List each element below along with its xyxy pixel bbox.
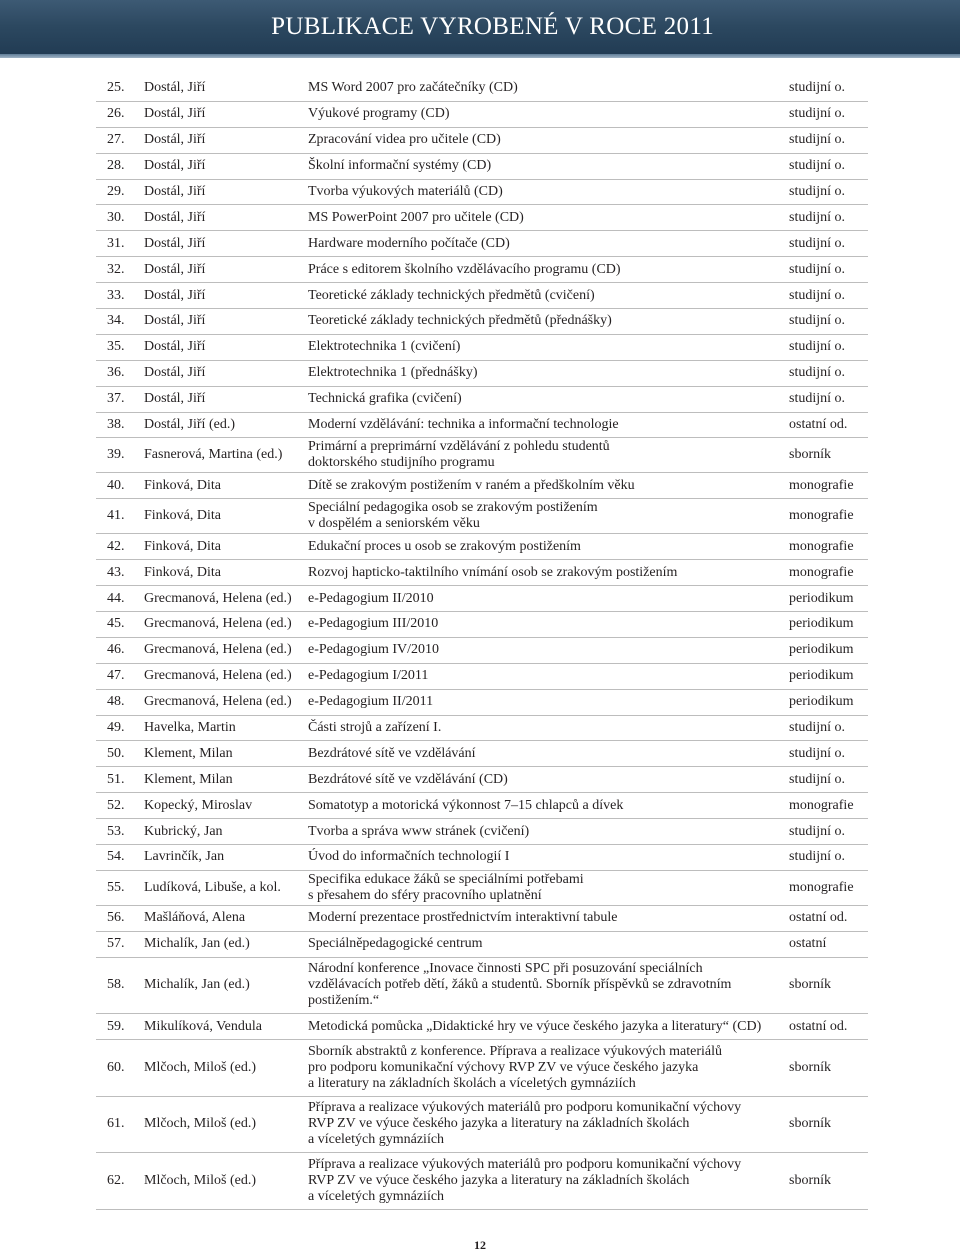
row-type: studijní o.	[789, 313, 846, 329]
table-row	[96, 499, 868, 534]
row-title: Části strojů a zařízení I.	[308, 720, 442, 736]
table-row	[96, 638, 868, 664]
row-title: Specifika edukace žáků se speciálními potřebami s přesahem do sféry pracovního uplatnění	[308, 871, 584, 903]
table-row	[96, 664, 868, 690]
table-row	[96, 845, 868, 871]
row-title: MS Word 2007 pro začátečníky (CD)	[308, 80, 518, 96]
row-author: Klement, Milan	[144, 771, 233, 787]
row-author: Ludíková, Libuše, a kol.	[144, 879, 281, 895]
row-author: Grecmanová, Helena (ed.)	[144, 642, 292, 658]
row-author: Dostál, Jiří	[144, 80, 206, 96]
row-title: Moderní vzdělávání: technika a informační technologie	[308, 417, 619, 433]
row-number: 31.	[107, 235, 125, 251]
row-title: Výukové programy (CD)	[308, 106, 450, 122]
row-type: sborník	[789, 1059, 831, 1075]
row-title: e-Pedagogium IV/2010	[308, 642, 440, 658]
table-row	[96, 1014, 868, 1040]
row-type: ostatní od.	[789, 417, 848, 433]
row-type: studijní o.	[789, 235, 846, 251]
row-type: periodikum	[789, 616, 854, 632]
row-type: ostatní	[789, 936, 827, 952]
row-title: Hardware moderního počítače (CD)	[308, 235, 510, 251]
row-number: 42.	[107, 538, 125, 554]
row-type: studijní o.	[789, 391, 846, 407]
row-title: Edukační proces u osob se zrakovým postižením	[308, 538, 581, 554]
row-title: Primární a preprimární vzdělávání z pohledu studentů doktorského studijního programu	[308, 439, 610, 471]
row-author: Dostál, Jiří	[144, 339, 206, 355]
row-author: Kopecký, Miroslav	[144, 797, 253, 813]
row-type: monografie	[789, 564, 854, 580]
row-title: Práce s editorem školního vzdělávacího programu (CD)	[308, 261, 621, 277]
row-title: e-Pedagogium III/2010	[308, 616, 439, 632]
row-author: Dostál, Jiří (ed.)	[144, 417, 235, 433]
row-type: studijní o.	[789, 339, 846, 355]
row-number: 30.	[107, 209, 125, 225]
row-author: Lavrinčík, Jan	[144, 849, 225, 865]
row-type: studijní o.	[789, 158, 846, 174]
table-row	[96, 1040, 868, 1097]
row-type: studijní o.	[789, 771, 846, 787]
row-type: studijní o.	[789, 720, 846, 736]
page-title: PUBLIKACE VYROBENÉ V ROCE 2011	[271, 13, 714, 40]
row-author: Mlčoch, Miloš (ed.)	[144, 1059, 256, 1075]
row-number: 39.	[107, 447, 125, 463]
row-author: Mašláňová, Alena	[144, 910, 246, 926]
page-number: 12	[474, 1238, 486, 1252]
table-row	[96, 231, 868, 257]
row-title: Příprava a realizace výukových materiálů pro podporu komunikační výchovy RVP ZV ve výuce českého jazyka a literatury na základních školách a víceletých gymnáziích	[308, 1100, 742, 1148]
row-title: Bezdrátové sítě ve vzdělávání	[308, 745, 476, 761]
row-number: 56.	[107, 910, 125, 926]
table-row	[96, 257, 868, 283]
row-title: Technická grafika (cvičení)	[308, 391, 462, 407]
row-type: sborník	[789, 447, 831, 463]
row-author: Grecmanová, Helena (ed.)	[144, 616, 292, 632]
row-type: sborník	[789, 1116, 831, 1132]
row-title: Sborník abstraktů z konference. Příprava a realizace výukových materiálů pro podporu komunikační výchovy RVP ZV ve výuce českého jazyka a literatury na základních školách a víceletých gymnáziích	[308, 1043, 722, 1091]
row-author: Mlčoch, Miloš (ed.)	[144, 1172, 256, 1188]
row-title: MS PowerPoint 2007 pro učitele (CD)	[308, 209, 524, 225]
table-row	[96, 335, 868, 361]
row-type: studijní o.	[789, 184, 846, 199]
publication-table	[96, 76, 868, 1210]
row-number: 35.	[107, 339, 125, 355]
row-author: Grecmanová, Helena (ed.)	[144, 694, 292, 710]
row-author: Dostál, Jiří	[144, 391, 206, 407]
row-title: Elektrotechnika 1 (cvičení)	[308, 339, 461, 355]
row-type: monografie	[789, 477, 854, 493]
row-number: 40.	[107, 477, 125, 493]
row-type: sborník	[789, 1172, 831, 1188]
table-row	[96, 534, 868, 560]
row-number: 26.	[107, 106, 125, 122]
row-title: Tvorba a správa www stránek (cvičení)	[308, 823, 530, 839]
table-row	[96, 361, 868, 387]
row-type: periodikum	[789, 590, 854, 606]
row-title: Elektrotechnika 1 (přednášky)	[308, 365, 478, 381]
row-author: Dostál, Jiří	[144, 261, 206, 277]
row-title: Dítě se zrakovým postižením v raném a předškolním věku	[308, 477, 635, 493]
row-number: 55.	[107, 879, 125, 895]
row-type: studijní o.	[789, 80, 846, 96]
row-author: Grecmanová, Helena (ed.)	[144, 668, 292, 684]
row-type: monografie	[789, 879, 854, 895]
row-author: Finková, Dita	[144, 508, 221, 524]
row-author: Dostál, Jiří	[144, 132, 206, 148]
row-type: studijní o.	[789, 132, 846, 148]
row-author: Finková, Dita	[144, 477, 221, 493]
row-author: Finková, Dita	[144, 538, 221, 554]
table-row	[96, 906, 868, 932]
row-number: 41.	[107, 508, 125, 524]
row-type: studijní o.	[789, 365, 846, 381]
row-type: studijní o.	[789, 823, 846, 839]
row-author: Dostál, Jiří	[144, 184, 206, 199]
row-number: 62.	[107, 1172, 125, 1188]
row-title: Metodická pomůcka „Didaktické hry ve výuce českého jazyka a literatury“ (CD)	[308, 1018, 762, 1034]
row-title: Zpracování videa pro učitele (CD)	[308, 132, 501, 148]
row-author: Dostál, Jiří	[144, 235, 206, 251]
row-author: Klement, Milan	[144, 745, 233, 761]
table-row	[96, 741, 868, 767]
row-type: studijní o.	[789, 849, 846, 865]
row-title: Speciální pedagogika osob se zrakovým postižením v dospělém a seniorském věku	[308, 500, 598, 532]
row-number: 32.	[107, 261, 125, 277]
row-author: Finková, Dita	[144, 564, 221, 580]
table-row	[96, 1153, 868, 1210]
row-title: Školní informační systémy (CD)	[308, 158, 492, 174]
row-type: studijní o.	[789, 745, 846, 761]
row-number: 57.	[107, 936, 125, 952]
row-title: Úvod do informačních technologií I	[308, 849, 510, 865]
row-number: 43.	[107, 564, 125, 580]
table-row	[96, 871, 868, 906]
row-type: studijní o.	[789, 209, 846, 225]
row-type: ostatní od.	[789, 910, 848, 926]
row-title: Rozvoj hapticko-taktilního vnímání osob se zrakovým postižením	[308, 564, 678, 580]
header-banner	[0, 0, 960, 58]
row-number: 28.	[107, 158, 125, 174]
table-row	[96, 128, 868, 154]
row-title: Somatotyp a motorická výkonnost 7–15 chlapců a dívek	[308, 797, 624, 813]
row-number: 25.	[107, 80, 125, 96]
row-author: Dostál, Jiří	[144, 313, 206, 329]
row-number: 61.	[107, 1116, 125, 1132]
row-type: studijní o.	[789, 261, 846, 277]
table-row	[96, 102, 868, 128]
table-row	[96, 586, 868, 612]
row-type: ostatní od.	[789, 1018, 848, 1034]
table-row	[96, 819, 868, 845]
row-number: 48.	[107, 694, 125, 710]
table-row	[96, 560, 868, 586]
row-number: 34.	[107, 313, 125, 329]
row-title: Bezdrátové sítě ve vzdělávání (CD)	[308, 771, 508, 787]
row-author: Michalík, Jan (ed.)	[144, 936, 250, 952]
row-author: Mikulíková, Vendula	[144, 1018, 262, 1034]
row-number: 60.	[107, 1059, 125, 1075]
row-title: Teoretické základy technických předmětů (přednášky)	[308, 313, 612, 329]
row-author: Dostál, Jiří	[144, 158, 206, 174]
table-row	[96, 932, 868, 958]
row-number: 49.	[107, 720, 125, 736]
table-row	[96, 154, 868, 180]
row-title: Speciálněpedagogické centrum	[308, 936, 483, 952]
table-row	[96, 205, 868, 231]
row-number: 54.	[107, 849, 125, 865]
table-row	[96, 438, 868, 473]
row-title: Příprava a realizace výukových materiálů pro podporu komunikační výchovy RVP ZV ve výuce českého jazyka a literatury na základních školách a víceletých gymnáziích	[308, 1156, 742, 1204]
row-type: monografie	[789, 538, 854, 554]
row-number: 46.	[107, 642, 125, 658]
row-type: periodikum	[789, 668, 854, 684]
table-row	[96, 612, 868, 638]
row-number: 51.	[107, 771, 125, 787]
row-number: 44.	[107, 590, 125, 606]
table-row	[96, 283, 868, 309]
row-number: 27.	[107, 132, 125, 148]
row-number: 47.	[107, 668, 125, 684]
row-type: periodikum	[789, 694, 854, 710]
row-number: 58.	[107, 977, 125, 993]
table-row	[96, 793, 868, 819]
row-type: sborník	[789, 977, 831, 993]
table-row	[96, 690, 868, 716]
table-row	[96, 309, 868, 335]
table-row	[96, 76, 868, 102]
table-row	[96, 1097, 868, 1154]
table-row	[96, 473, 868, 499]
row-number: 53.	[107, 823, 125, 839]
table-row	[96, 387, 868, 413]
row-author: Kubrický, Jan	[144, 823, 223, 839]
row-author: Grecmanová, Helena (ed.)	[144, 590, 292, 606]
row-number: 37.	[107, 391, 125, 407]
row-title: Tvorba výukových materiálů (CD)	[308, 184, 503, 199]
row-author: Dostál, Jiří	[144, 365, 206, 381]
table-row	[96, 716, 868, 742]
row-number: 36.	[107, 365, 125, 381]
row-number: 52.	[107, 797, 125, 813]
row-author: Havelka, Martin	[144, 720, 236, 736]
row-type: monografie	[789, 797, 854, 813]
row-number: 29.	[107, 184, 125, 199]
row-number: 45.	[107, 616, 125, 632]
row-type: periodikum	[789, 642, 854, 658]
table-row	[96, 767, 868, 793]
row-title: e-Pedagogium II/2011	[308, 694, 434, 710]
row-type: studijní o.	[789, 106, 846, 122]
table-row	[96, 180, 868, 206]
table-row	[96, 958, 868, 1015]
row-author: Fasnerová, Martina (ed.)	[144, 447, 283, 463]
row-title: e-Pedagogium I/2011	[308, 668, 429, 684]
row-author: Mlčoch, Miloš (ed.)	[144, 1116, 256, 1132]
row-author: Dostál, Jiří	[144, 287, 206, 303]
row-number: 59.	[107, 1018, 125, 1034]
table-row	[96, 413, 868, 439]
row-title: Národní konference „Inovace činnosti SPC při posuzování speciálních vzdělávacích potřeb dětí, žáků a studentů. Sborník příspěvků se zdravotním postižením.“	[308, 961, 732, 1009]
row-title: e-Pedagogium II/2010	[308, 590, 434, 606]
row-title: Moderní prezentace prostřednictvím interaktivní tabule	[308, 910, 618, 926]
row-number: 50.	[107, 745, 125, 761]
row-author: Dostál, Jiří	[144, 209, 206, 225]
row-number: 33.	[107, 287, 125, 303]
row-author: Dostál, Jiří	[144, 106, 206, 122]
row-author: Michalík, Jan (ed.)	[144, 977, 250, 993]
row-title: Teoretické základy technických předmětů (cvičení)	[308, 287, 595, 303]
row-number: 38.	[107, 417, 125, 433]
row-type: monografie	[789, 508, 854, 524]
row-type: studijní o.	[789, 287, 846, 303]
